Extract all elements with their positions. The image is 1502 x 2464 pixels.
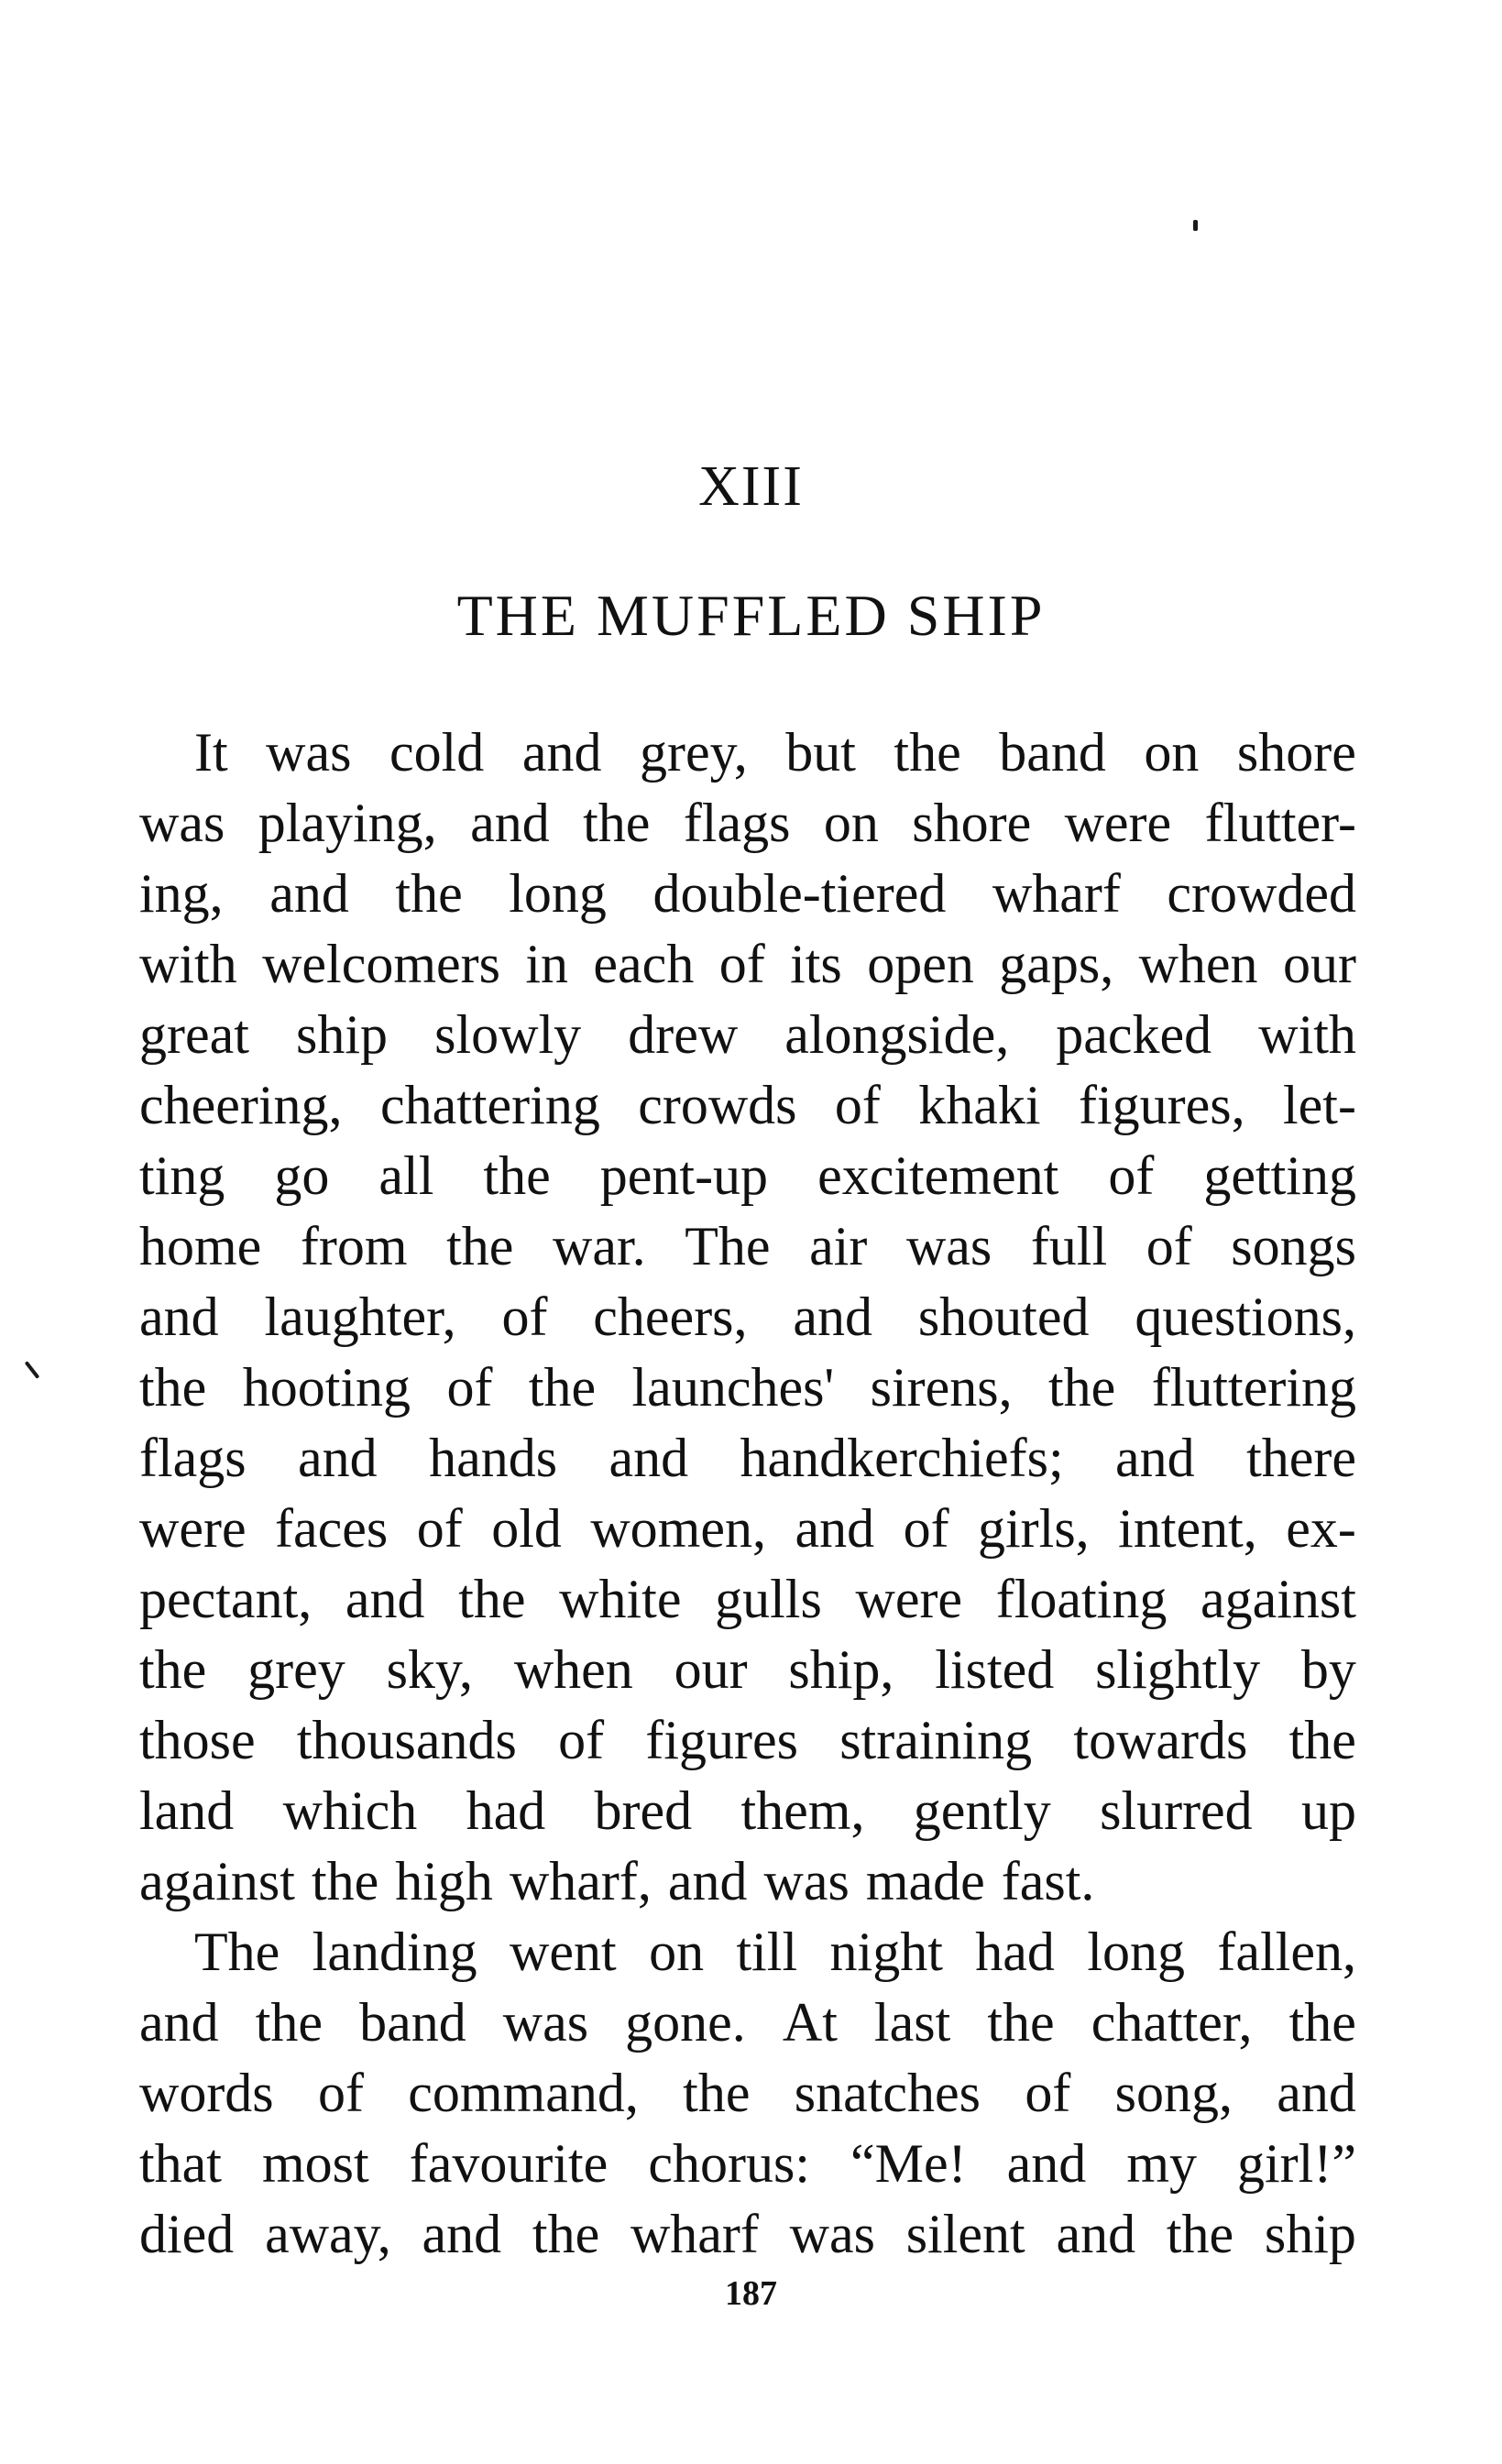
text-line: against the high wharf, and was made fast. <box>139 1851 1095 1911</box>
text-line: ting go all the pent-up excitement of getting <box>139 1145 1356 1206</box>
text-line: was playing, and the flags on shore were flutter- <box>139 793 1356 853</box>
text-line: words of command, the snatches of song, and <box>139 2063 1356 2123</box>
page-number: 187 <box>725 2274 777 2313</box>
text-line: cheering, chattering crowds of khaki figures, let- <box>139 1075 1356 1135</box>
body-text <box>139 717 1356 2270</box>
text-line: the grey sky, when our ship, listed slightly by <box>139 1639 1356 1700</box>
text-line: died away, and the wharf was silent and the ship <box>139 2204 1356 2264</box>
text-line: and laughter, of cheers, and shouted questions, <box>139 1287 1356 1347</box>
text-line: land which had bred them, gently slurred up <box>139 1780 1356 1841</box>
text-line: with welcomers in each of its open gaps, when our <box>139 934 1356 994</box>
text-line: were faces of old women, and of girls, intent, ex- <box>139 1498 1356 1559</box>
text-line: home from the war. The air was full of songs <box>139 1216 1356 1276</box>
chapter-number: XIII <box>698 455 804 518</box>
text-line: great ship slowly drew alongside, packed with <box>139 1004 1356 1065</box>
chapter-title: THE MUFFLED SHIP <box>456 583 1046 648</box>
ink-speck <box>25 1361 40 1379</box>
text-line: flags and hands and handkerchiefs; and there <box>139 1428 1356 1488</box>
text-line: The landing went on till night had long fallen, <box>194 1922 1356 1982</box>
ink-speck <box>1193 220 1198 231</box>
text-line: and the band was gone. At last the chatter, the <box>139 1992 1356 2053</box>
text-line: It was cold and grey, but the band on shore <box>194 722 1356 783</box>
text-line: ing, and the long double-tiered wharf crowded <box>139 863 1356 924</box>
text-line: that most favourite chorus: “Me! and my girl!” <box>139 2133 1356 2194</box>
text-line: the hooting of the launches' sirens, the fluttering <box>139 1357 1356 1418</box>
text-line: pectant, and the white gulls were floating against <box>139 1569 1356 1629</box>
text-line: those thousands of figures straining towards the <box>139 1710 1356 1770</box>
